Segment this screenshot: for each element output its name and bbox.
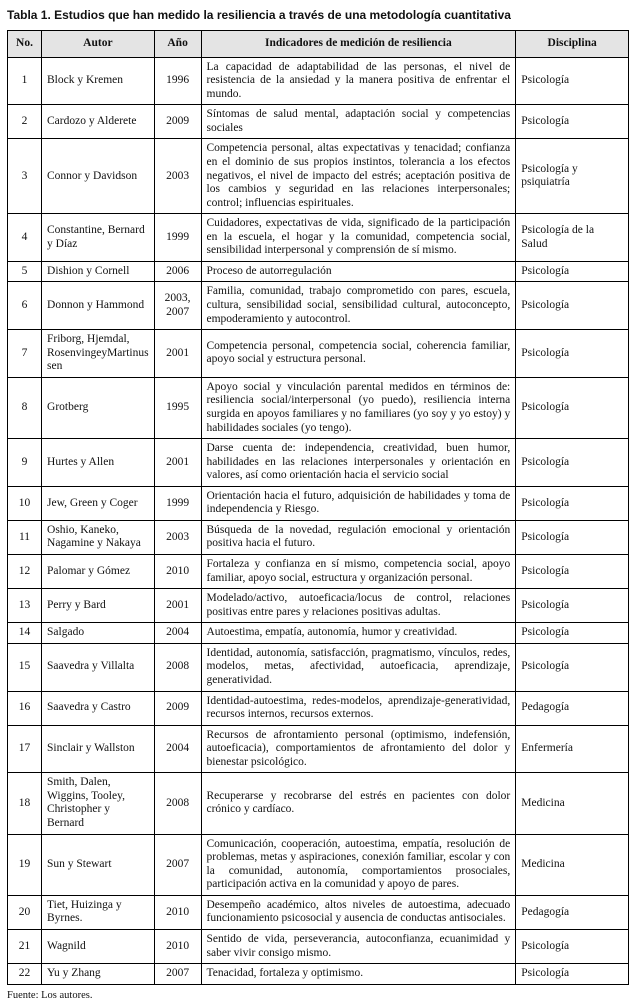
table-row xyxy=(8,964,629,985)
cell-disciplina: Psicología xyxy=(516,282,629,330)
cell-autor: Dishion y Cornell xyxy=(42,261,155,282)
cell-disciplina: Psicología xyxy=(516,623,629,644)
cell-autor: Saavedra y Villalta xyxy=(42,643,155,691)
cell-no: 5 xyxy=(8,261,42,282)
cell-disciplina: Psicología xyxy=(516,377,629,438)
cell-disciplina: Psicología xyxy=(516,439,629,487)
cell-indicadores: La capacidad de adaptabilidad de las personas, el nivel de resistencia de la ansiedad y la manera positiva de enfrentar el mundo. xyxy=(201,57,516,105)
cell-indicadores: Identidad-autoestima, redes-modelos, aprendizaje-generatividad, recursos internos, recursos externos. xyxy=(201,691,516,725)
cell-autor: Palomar y Gómez xyxy=(42,555,155,589)
cell-autor: Smith, Dalen, Wiggins, Tooley, Christopher y Bernard xyxy=(42,773,155,834)
cell-ano: 1995 xyxy=(154,377,201,438)
cell-disciplina: Enfermería xyxy=(516,725,629,773)
cell-disciplina: Psicología xyxy=(516,330,629,378)
cell-indicadores: Competencia personal, altas expectativas y tenacidad; confianza en el dominio de sus propios instintos, tolerancia a los efectos negativos, el nivel de impacto del estrés; aceptación positiva de los cambios y seguridad en las relaciones interpersonales; control; influencias espirituales. xyxy=(201,139,516,214)
cell-indicadores: Apoyo social y vinculación parental medidos en términos de: resiliencia social/interpersonal (yo puedo), resiliencia interna surgida en apoyos familiares y no familiares (yo soy y yo estoy) y habilidades sociales (yo tengo). xyxy=(201,377,516,438)
cell-autor: Grotberg xyxy=(42,377,155,438)
cell-no: 20 xyxy=(8,895,42,929)
cell-indicadores: Sentido de vida, perseverancia, autoconfianza, ecuanimidad y saber vivir consigo mismo. xyxy=(201,929,516,963)
cell-disciplina: Psicología xyxy=(516,57,629,105)
cell-ano: 2007 xyxy=(154,834,201,895)
header-disciplina: Disciplina xyxy=(516,31,629,58)
cell-indicadores: Fortaleza y confianza en sí mismo, competencia social, apoyo familiar, apoyo social, estructura y organización personal. xyxy=(201,555,516,589)
cell-ano: 2010 xyxy=(154,929,201,963)
cell-no: 8 xyxy=(8,377,42,438)
table-row xyxy=(8,139,629,214)
cell-ano: 1999 xyxy=(154,214,201,262)
table-row xyxy=(8,57,629,105)
cell-disciplina: Pedagogía xyxy=(516,895,629,929)
cell-indicadores: Cuidadores, expectativas de vida, significado de la participación en la escuela, el hogar y la comunidad, competencia social, sensibilidad interpersonal y comprensión de sí mismo. xyxy=(201,214,516,262)
cell-indicadores: Recursos de afrontamiento personal (optimismo, indefensión, autoeficacia), comportamientos de afrontamiento del dolor y bienestar psicológico. xyxy=(201,725,516,773)
table-row xyxy=(8,691,629,725)
header-autor: Autor xyxy=(42,31,155,58)
cell-ano: 2006 xyxy=(154,261,201,282)
cell-no: 9 xyxy=(8,439,42,487)
cell-ano: 1996 xyxy=(154,57,201,105)
cell-indicadores: Autoestima, empatía, autonomía, humor y creatividad. xyxy=(201,623,516,644)
cell-ano: 2003, 2007 xyxy=(154,282,201,330)
cell-autor: Sun y Stewart xyxy=(42,834,155,895)
cell-autor: Salgado xyxy=(42,623,155,644)
cell-disciplina: Psicología xyxy=(516,105,629,139)
cell-autor: Connor y Davidson xyxy=(42,139,155,214)
cell-indicadores: Desempeño académico, altos niveles de autoestima, adecuado funcionamiento psicosocial y ausencia de conductas antisociales. xyxy=(201,895,516,929)
cell-no: 11 xyxy=(8,520,42,554)
cell-no: 6 xyxy=(8,282,42,330)
cell-disciplina: Psicología xyxy=(516,555,629,589)
cell-no: 1 xyxy=(8,57,42,105)
table-row xyxy=(8,555,629,589)
header-ano: Año xyxy=(154,31,201,58)
cell-disciplina: Psicología xyxy=(516,486,629,520)
cell-disciplina: Medicina xyxy=(516,773,629,834)
cell-no: 13 xyxy=(8,589,42,623)
cell-no: 10 xyxy=(8,486,42,520)
cell-ano: 2001 xyxy=(154,589,201,623)
cell-autor: Block y Kremen xyxy=(42,57,155,105)
cell-no: 16 xyxy=(8,691,42,725)
cell-disciplina: Psicología y psiquiatría xyxy=(516,139,629,214)
cell-no: 2 xyxy=(8,105,42,139)
cell-disciplina: Psicología xyxy=(516,261,629,282)
table-row xyxy=(8,439,629,487)
cell-disciplina: Psicología xyxy=(516,964,629,985)
cell-ano: 2004 xyxy=(154,623,201,644)
cell-autor: Saavedra y Castro xyxy=(42,691,155,725)
table-row xyxy=(8,834,629,895)
table-row xyxy=(8,929,629,963)
cell-indicadores: Orientación hacia el futuro, adquisición de habilidades y toma de independencia y Riesgo. xyxy=(201,486,516,520)
cell-ano: 1999 xyxy=(154,486,201,520)
table-row xyxy=(8,895,629,929)
cell-no: 17 xyxy=(8,725,42,773)
source-note: Fuente: Los autores. xyxy=(7,989,93,1001)
cell-ano: 2001 xyxy=(154,330,201,378)
cell-ano: 2001 xyxy=(154,439,201,487)
cell-indicadores: Tenacidad, fortaleza y optimismo. xyxy=(201,964,516,985)
cell-autor: Hurtes y Allen xyxy=(42,439,155,487)
table-header-row xyxy=(8,31,629,58)
cell-disciplina: Psicología xyxy=(516,520,629,554)
cell-indicadores: Recuperarse y recobrarse del estrés en pacientes con dolor crónico y cardíaco. xyxy=(201,773,516,834)
cell-indicadores: Familia, comunidad, trabajo comprometido con pares, escuela, cultura, sensibilidad social, sensibilidad cultural, autoconcepto, empoderamiento y autocontrol. xyxy=(201,282,516,330)
cell-disciplina: Psicología xyxy=(516,929,629,963)
cell-no: 4 xyxy=(8,214,42,262)
cell-indicadores: Proceso de autorregulación xyxy=(201,261,516,282)
cell-ano: 2003 xyxy=(154,139,201,214)
cell-autor: Oshio, Kaneko, Nagamine y Nakaya xyxy=(42,520,155,554)
cell-ano: 2004 xyxy=(154,725,201,773)
cell-indicadores: Comunicación, cooperación, autoestima, empatía, resolución de problemas, metas y aspiraciones, conexión familiar, escolar y con la comunidad, autonomía, comportamientos prosociales, participación activa en la comunidad y apoyo de pares. xyxy=(201,834,516,895)
cell-ano: 2008 xyxy=(154,773,201,834)
cell-ano: 2008 xyxy=(154,643,201,691)
table-row xyxy=(8,486,629,520)
cell-disciplina: Medicina xyxy=(516,834,629,895)
table-row xyxy=(8,377,629,438)
cell-autor: Wagnild xyxy=(42,929,155,963)
header-no: No. xyxy=(8,31,42,58)
table-row xyxy=(8,589,629,623)
table-row xyxy=(8,214,629,262)
table-row xyxy=(8,623,629,644)
cell-disciplina: Psicología de la Salud xyxy=(516,214,629,262)
cell-autor: Yu y Zhang xyxy=(42,964,155,985)
cell-no: 3 xyxy=(8,139,42,214)
cell-indicadores: Síntomas de salud mental, adaptación social y competencias sociales xyxy=(201,105,516,139)
cell-no: 15 xyxy=(8,643,42,691)
cell-autor: Sinclair y Wallston xyxy=(42,725,155,773)
cell-autor: Donnon y Hammond xyxy=(42,282,155,330)
cell-ano: 2009 xyxy=(154,105,201,139)
table-row xyxy=(8,261,629,282)
cell-no: 22 xyxy=(8,964,42,985)
table-title: Tabla 1. Estudios que han medido la resiliencia a través de una metodología cuantitativa xyxy=(7,8,511,22)
table-row xyxy=(8,282,629,330)
table-row xyxy=(8,330,629,378)
resilience-studies-table xyxy=(7,30,629,985)
cell-autor: Jew, Green y Coger xyxy=(42,486,155,520)
cell-disciplina: Pedagogía xyxy=(516,691,629,725)
cell-autor: Friborg, Hjemdal, RosenvingeyMartinussen xyxy=(42,330,155,378)
cell-ano: 2010 xyxy=(154,895,201,929)
cell-ano: 2009 xyxy=(154,691,201,725)
cell-indicadores: Identidad, autonomía, satisfacción, pragmatismo, vínculos, redes, modelos, metas, afectividad, autoeficacia, aprendizaje, generatividad. xyxy=(201,643,516,691)
table-row xyxy=(8,773,629,834)
cell-no: 21 xyxy=(8,929,42,963)
table-row xyxy=(8,520,629,554)
cell-autor: Constantine, Bernard y Díaz xyxy=(42,214,155,262)
cell-indicadores: Modelado/activo, autoeficacia/locus de control, relaciones positivas entre pares y relaciones positivas adultas. xyxy=(201,589,516,623)
cell-no: 19 xyxy=(8,834,42,895)
header-indicadores: Indicadores de medición de resiliencia xyxy=(201,31,516,58)
cell-autor: Cardozo y Alderete xyxy=(42,105,155,139)
cell-no: 14 xyxy=(8,623,42,644)
table-row xyxy=(8,725,629,773)
cell-indicadores: Competencia personal, competencia social, coherencia familiar, apoyo social y estructura personal. xyxy=(201,330,516,378)
cell-disciplina: Psicología xyxy=(516,643,629,691)
cell-indicadores: Búsqueda de la novedad, regulación emocional y orientación positiva hacia el futuro. xyxy=(201,520,516,554)
cell-no: 12 xyxy=(8,555,42,589)
cell-ano: 2010 xyxy=(154,555,201,589)
cell-no: 18 xyxy=(8,773,42,834)
cell-autor: Perry y Bard xyxy=(42,589,155,623)
table-row xyxy=(8,105,629,139)
cell-indicadores: Darse cuenta de: independencia, creatividad, buen humor, habilidades en las relaciones interpersonales y orientación en valores, así como orientación hacia el servicio social xyxy=(201,439,516,487)
table-row xyxy=(8,643,629,691)
cell-autor: Tiet, Huizinga y Byrnes. xyxy=(42,895,155,929)
cell-disciplina: Psicología xyxy=(516,589,629,623)
cell-ano: 2003 xyxy=(154,520,201,554)
cell-ano: 2007 xyxy=(154,964,201,985)
cell-no: 7 xyxy=(8,330,42,378)
